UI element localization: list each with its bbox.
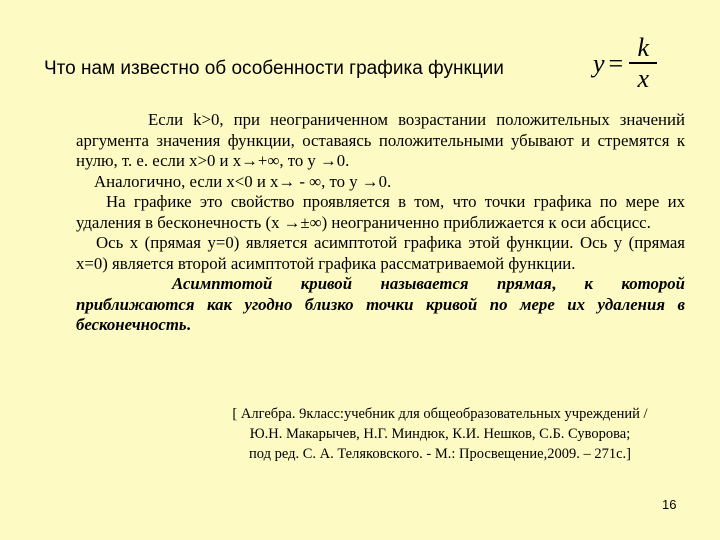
paragraph-negative-x: Аналогично, если x<0 и x→ - ∞, то y →0. — [94, 171, 392, 191]
formula-equals: = — [608, 48, 624, 78]
citation-line-1: [ Алгебра. 9класс:учебник для общеобразовательных учреждений / — [232, 406, 648, 422]
definition-comma: , — [551, 274, 556, 293]
definition-period: . — [186, 315, 191, 334]
citation-line-3: под ред. С. А. Теляковского. - М.: Просвещение,2009. – 271с.] — [249, 446, 631, 462]
definition-part-1: Асимптотой кривой называется прямая — [172, 274, 552, 293]
definition-part-2: к которой приближаются как угодно близко точки кривой по мере их удаления в бесконечность — [76, 274, 685, 334]
function-formula — [593, 34, 657, 94]
formula-denominator: x — [637, 63, 649, 93]
paragraph-positive-k: Если k>0, при неограниченном возрастании положительных значений аргумента значения функции, оставаясь положительными убывают и стремятся к нулю, т. е. если x>0 и x→+∞, то y →0. — [76, 110, 685, 170]
formula-fraction — [629, 34, 657, 94]
citation — [200, 404, 680, 464]
slide-title: Что нам известно об особенности графика функции — [44, 58, 504, 79]
asymptote-definition — [76, 274, 685, 336]
paragraph-graph-property: На графике это свойство проявляется в том, что точки графика по мере их удаления в бесконечность (x →±∞) неограниченно приближается к оси абсцисс. — [76, 192, 685, 232]
body-text — [76, 110, 685, 336]
formula-lhs: y — [593, 48, 605, 78]
page-number: 16 — [662, 497, 677, 512]
paragraph-asymptotes: Ось x (прямая y=0) является асимптотой графика этой функции. Ось y (прямая x=0) является второй асимптотой графика рассматриваемой функции. — [76, 233, 685, 273]
formula-numerator: k — [637, 33, 649, 62]
citation-line-2: Ю.Н. Макарычев, Н.Г. Миндюк, К.И. Нешков, С.Б. Суворова; — [249, 426, 631, 442]
